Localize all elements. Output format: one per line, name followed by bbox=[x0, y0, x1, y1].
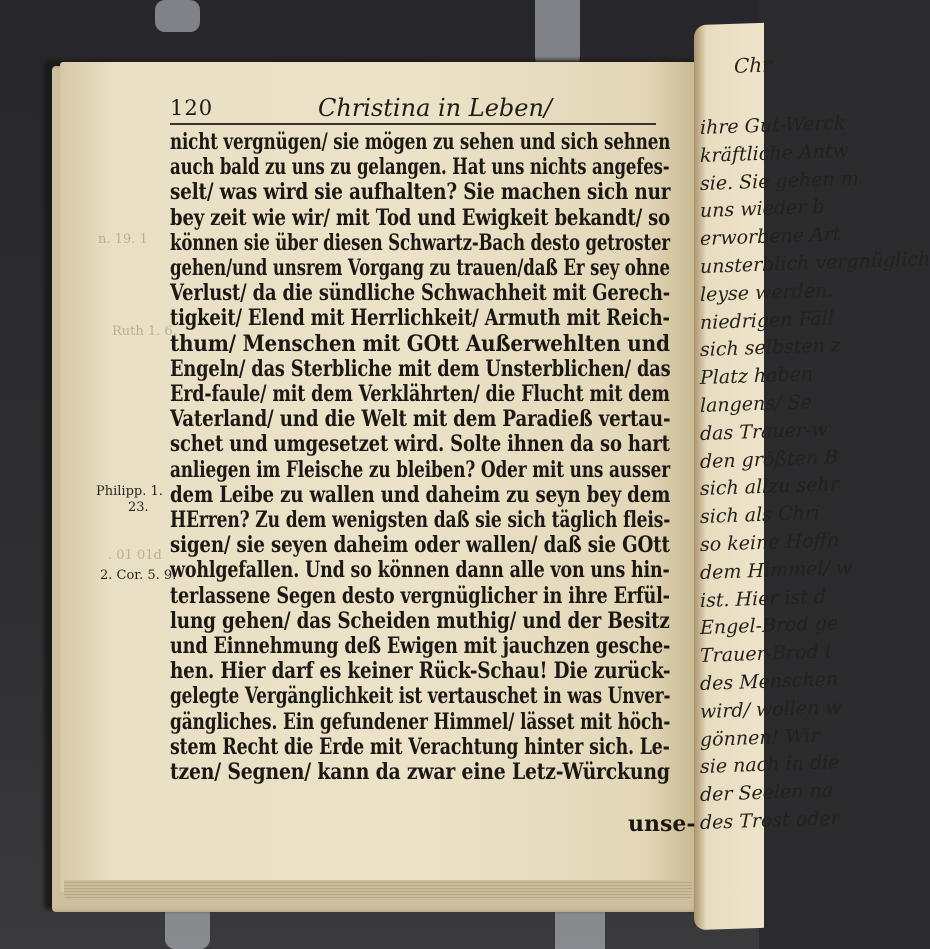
text-line: wohlgefallen. Und so können dann alle von uns hin- bbox=[170, 557, 670, 584]
facing-page-line: sie nach in die bbox=[700, 751, 840, 779]
text-line: gängliches. Ein gefundener Himmel/ lässet mit höch- bbox=[170, 708, 671, 735]
facing-page-line: leyse werden. bbox=[700, 279, 834, 306]
text-line: Verlust/ da die sündliche Schwachheit mit Gerech- bbox=[170, 280, 671, 307]
text-line: lung gehen/ das Scheiden muthig/ und der Besitz bbox=[170, 607, 670, 634]
text-line: HErren? Zu dem wenigsten daß sie sich täglich fleis- bbox=[170, 507, 671, 534]
text-line: sigen/ sie seyen daheim oder wallen/ daß sie GOtt bbox=[170, 532, 670, 559]
facing-page-line: unsterblich vergnüglich bbox=[700, 247, 930, 279]
body-text bbox=[170, 130, 678, 785]
marginal-note-corinthians: 2. Cor. 5. 9. bbox=[100, 568, 177, 583]
text-line: bey zeit wie wir/ mit Tod und Ewigkeit bekandt/ so bbox=[170, 204, 670, 231]
facing-page bbox=[694, 23, 930, 930]
facing-page-line: der Seelen na bbox=[700, 779, 834, 807]
glass-clip-top-left bbox=[155, 0, 200, 32]
facing-page-line: so keine Hoffn bbox=[700, 529, 840, 557]
facing-page-line: sich als Chri bbox=[700, 502, 820, 529]
facing-page-line: niedrigen Fäll bbox=[700, 306, 834, 334]
facing-page-line: sich allzu sehr bbox=[700, 473, 839, 501]
facing-page-line: erworbene Art bbox=[700, 223, 841, 251]
facing-page-line: Platz haben bbox=[700, 363, 814, 390]
facing-page-line: ist. Hier ist d bbox=[700, 585, 827, 612]
text-line: schet und umgesetzet wird. Solte ihnen da so hart bbox=[170, 431, 670, 458]
text-line: terlassene Segen desto vergnüglicher in ihre Erfül- bbox=[170, 582, 670, 609]
text-line: hen. Hier darf es keiner Rück-Schau! Die zurück- bbox=[170, 658, 671, 685]
facing-page-line: wird/ wollen w bbox=[700, 695, 842, 723]
text-line: auch bald zu uns zu gelangen. Hat uns nichts angefes- bbox=[170, 154, 670, 181]
facing-page-line: sich selbsten z bbox=[700, 334, 841, 362]
bleed-through-mark: . 01 01d bbox=[108, 548, 162, 563]
bleed-through-mark: Ruth 1. 6. bbox=[112, 324, 177, 339]
facing-page-line: kräftliche Antw bbox=[700, 139, 849, 167]
text-line: selt/ was wird sie aufhalten? Sie machen sich nur bbox=[170, 179, 671, 206]
facing-page-line: Engel-Brod ge bbox=[700, 612, 839, 640]
text-line: anliegen im Fleische zu bleiben? Oder mit uns ausser bbox=[170, 456, 670, 483]
page-edges bbox=[64, 880, 692, 900]
facing-page-line: uns wieder b bbox=[700, 196, 825, 223]
text-line: und Einnehmung deß Ewigen mit jauchzen gesche- bbox=[170, 633, 671, 660]
facing-page-line: den größten B bbox=[700, 445, 839, 473]
text-line: gelegte Vergänglichkeit ist vertauschet in was Unver- bbox=[170, 683, 671, 710]
facing-page-line: ihre Gut-Werck bbox=[700, 111, 846, 140]
text-line: Vaterland/ und die Welt mit dem Paradieß vertau- bbox=[170, 406, 671, 433]
text-line: thum/ Menschen mit GOtt Außerwehlten und bbox=[170, 330, 670, 357]
text-line: tzen/ Segnen/ kann da zwar eine Letz-Würckung bbox=[170, 759, 670, 786]
page-header bbox=[170, 96, 660, 126]
text-line: dem Leibe zu wallen und daheim zu seyn bey dem bbox=[170, 481, 671, 508]
facing-page-line: langens/ Se bbox=[700, 391, 812, 418]
text-line: Erd-faule/ mit dem Verklährten/ die Flucht mit dem bbox=[170, 381, 670, 408]
text-line: gehen/und unsrem Vorgang zu trauen/daß Er sey ohne bbox=[170, 255, 670, 282]
page-number: 120 bbox=[170, 96, 214, 120]
marginal-note-philippians: Philipp. 1. bbox=[96, 484, 163, 499]
facing-page-line: sie. Sie gehen m bbox=[700, 167, 859, 195]
running-head: Christina in Leben/ bbox=[318, 94, 553, 122]
text-line: können sie über diesen Schwartz-Bach desto getroster bbox=[170, 229, 670, 256]
header-rule bbox=[170, 123, 656, 125]
facing-page-head: Chr bbox=[734, 52, 772, 78]
bleed-through-mark: n. 19. 1 bbox=[98, 232, 148, 247]
catchword: unse- bbox=[628, 811, 696, 837]
facing-page-line: des Menschen bbox=[700, 668, 839, 696]
text-line: Engeln/ das Sterbliche mit dem Unsterblichen/ das bbox=[170, 355, 671, 382]
facing-page-line: des Trost oder bbox=[700, 807, 840, 835]
text-line: nicht vergnügen/ sie mögen zu sehen und sich sehnen bbox=[170, 129, 671, 155]
text-line: tigkeit/ Elend mit Herrlichkeit/ Armuth mit Reich- bbox=[170, 305, 670, 332]
facing-page-line: gönnen! Wir bbox=[700, 724, 820, 751]
facing-page-line: Trauer-Brod i bbox=[700, 640, 831, 668]
facing-page-line: dem Himmel/ w bbox=[700, 556, 853, 584]
marginal-note-philippians-verse: 23. bbox=[128, 500, 149, 515]
text-line: stem Recht die Erde mit Verachtung hinter sich. Le- bbox=[170, 733, 670, 760]
facing-page-line: das Trauer-w bbox=[700, 418, 828, 445]
